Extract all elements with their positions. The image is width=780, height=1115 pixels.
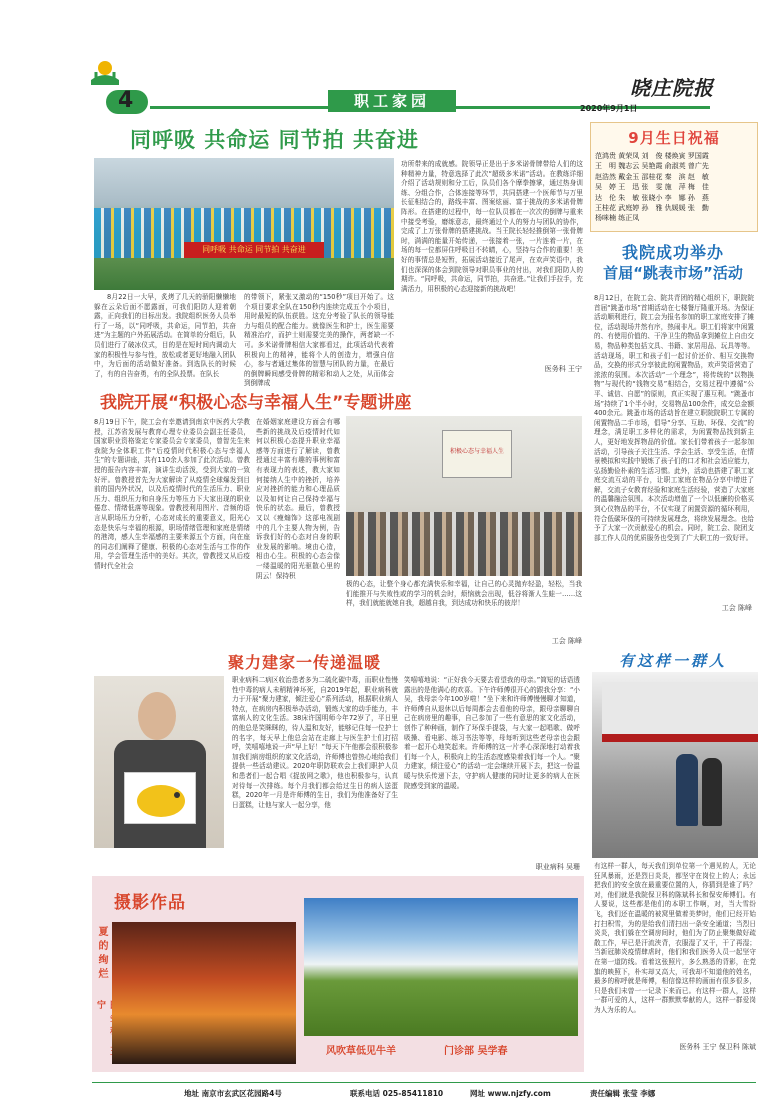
sunset-photo: [112, 922, 296, 1064]
guard-figure: [676, 754, 698, 826]
page-number: 4: [118, 88, 134, 113]
birthday-row: 吴 婷 王 迅 张 雯 施 萍 梅 佳: [595, 183, 709, 192]
article1-text-1: 8月22日一大早，炙烤了几天的骄阳懒懒地躲在云朵后面不愿露面，可我们阳防人迎着朝露，正向我们的目标出发。我院组织医务人员举行了一场，以“同呼吸，共命运，同节拍，共奋进”为主题的户外拓展活动。在简单的分组后，队员们进行了破冰仪式，目的是在短时间内调动大家的积极性与参与性，放松或者更好地融入团队中，为后面的活动做好准备。到选队长的时候了，有的自告奋勇，有的全队投票。在队长: [94, 293, 236, 378]
birthday-row: 范鸿贵 黄荣凤 刘 俊 楼焕寅 罗国霞: [595, 152, 709, 160]
birthday-row: 达 伦 朱 敏 张晓小 李 娜 孙 燕: [595, 193, 709, 202]
article5-byline: 医务科 王宁 保卫科 陈斌: [679, 1043, 756, 1051]
birthday-title: 9月生日祝福: [628, 129, 720, 147]
article1-col3: [401, 160, 583, 356]
birthday-row: 王 明 魏志云 吴艳霞 俞淑英 曾广先: [595, 162, 709, 171]
footer: [92, 1088, 756, 1102]
paper-logo: 晓庄院报: [630, 76, 714, 100]
section-title: 职工家园: [328, 90, 456, 112]
right-photo-caption: 风吹草低见牛羊: [326, 1046, 396, 1057]
patient-photo: [94, 676, 224, 848]
article1-title: 同呼吸 共命运 同节拍 共奋进: [130, 128, 419, 152]
article4-text-1: 职业病科二病区收治患者多为二硫化碳中毒，而职业性慢性中毒的病人未稍精神坏死，自2019年起，职业病科就力于开展“聚力建家，倾注爱心”系列活动，根据职业病人特点，在病房内积极举办活动，锻炼大家的动手能力，丰富病人的文化生活。38床许国明师今年72岁了，平日里的他总是笑眯眯的，待人温和友好，能够记住每一位护士的名字，每天早上他总会站在走廊上与医生护士们打招呼，笑嘻嘻地说一声“早上好！”每天下午他都会很积极参加我们病房组织的家文化活动，许师傅也曾热心地给我们提供一些活动建议。2020年职防联欢会上我们职护人员和患者们一起合唱《捉放网之歌》，他也积极参与，认真对待每一次排练。每个月我们都会给过生日的病人送蛋糕，2020年一月是许师傅的生日，我们为他准备好了生日蛋糕，让他与家人一起分享，他: [232, 676, 398, 809]
craft-artwork: [124, 772, 196, 824]
footer-address: 地址 南京市玄武区花园路4号: [184, 1089, 282, 1098]
article1-text-3: 功所带来的成就感。院领导正是出于多米诺骨牌带给人们的这种精神力量，特意选择了此次“超级多米诺”活动。在教练详细介绍了活动规则和分工后，队员们各个摩拳擦掌，通过热身训练、分组合作，合体连接等环节，共同搭建一个医师节与万里长征相结合的，路线丰富、图案炫丽、富于挑战的多米诺骨牌阵形。在搭建的过程中，每一位队员都在一次次的倒牌与重来中接受考验，磨练意志，最终通过个人的努力与团队的协作，完成了上万张骨牌的搭建挑战。当王院长轻轻推倒第一张骨牌时，满满的能量开始传递，一张接着一张，一片连着一片，在场的每一位都屏住呼吸目不转睛，心，竖持与合作的重要！美好的事情总是短暂，拓展活动接近了尾声，在欢声笑语中，我们也深深的体会到院领导对职员事业的付出，对我们阳防人的期许。“同呼吸，共命运，同节拍，共奋进。”让我们手拉手，充满活力，用积极的心态迎接新的挑战吧！: [401, 160, 583, 293]
article3-byline: 工会 陈峰: [551, 637, 582, 645]
article4-title: 聚力建家一传递温暖: [228, 653, 382, 672]
article3-text-3: 极的心态，让整个身心都充满快乐和幸福，让自己的心灵抛弃轻盈，轻松，当我们能推开与失败性或的学习的机会时，烦恼就会出现，低谷将渐人生蛙一……这样，我们就能就她自我，超越自我，到达成功和快乐的彼岸！: [346, 580, 582, 608]
article3-col2: [256, 418, 340, 632]
group-photo: [94, 158, 394, 290]
lecture-photo: [346, 416, 582, 576]
left-photo-caption: 夏的绚烂: [96, 926, 107, 982]
person-head: [138, 692, 176, 740]
birthday-box: [590, 122, 758, 232]
article5-title: 有这样一群人: [618, 652, 727, 670]
banner-text: 同呼吸 共命运 同节拍 共奋进: [202, 245, 306, 254]
guard-figure: [702, 758, 722, 826]
article3-title: 我院开展“积极心态与幸福人生”专题讲座: [100, 393, 412, 413]
article4-text-2: 笑嘻嘻地说：“正好我今天要去看望我的母亲。”简短的话语透露出的是他满心的欢喜。下午许师傅很开心的跟我分享：“小吴，我母亲今年100岁啦！”坐下来和许师傅慢慢聊才知道，许师傅自从退休以后每周都会去看他的母亲，跟母亲聊聊自己在病房里的趣事，自己参加了一些有意思的家文化活动，创作了种种画，制作了环保手提袋，与大家一起唱歌、做呼吸操、看电影、练习书法等等，母每听到这些老母亲也会跟着一起开心地笑起来。许师傅的这一片孝心深深地打动着我们每一个人，积极向上的生活态度感染着我们每一个人。“聚力建家，倾注爱心”的活动一定会继续开展下去，把这一份温暖与快乐传递下去，守护病人健康的同时让更多的病人在医院感受到家的温暖。: [404, 676, 580, 790]
birthday-list: [595, 151, 755, 224]
article4-byline: 职业病科 吴珊: [535, 863, 580, 871]
issue-date: 2020年9月1日: [580, 104, 638, 113]
article3-col1: [94, 418, 250, 632]
left-photo-author: 宁: [95, 1000, 105, 1013]
footer-rule: [92, 1082, 756, 1083]
footer-website: 网址 www.njzfy.com: [470, 1089, 551, 1098]
article2-title-line1: 我院成功举办: [621, 243, 724, 262]
masthead: [0, 0, 780, 120]
footer-phone: 联系电话 025-85411810: [350, 1089, 444, 1098]
grassland-photo: [304, 898, 578, 1036]
screen-text: 积极心态与幸福人生: [449, 448, 504, 455]
bus: [602, 682, 758, 742]
footer-editors: 责任编辑 张莹 李娜: [590, 1089, 656, 1098]
article4-col2: [404, 676, 580, 856]
article2-text: 8月12日，在院工会、院共青团的精心组织下，职院院首届“跳蚤市场”首期活动在七楼餐厅隆重开场。为保证活动顺利进行，院工会为报名参加的职工家庭安排了摊位，活动现场井然有序，热闹非凡。职工们将家中闲置的、有使用价值的、干净卫生的物品拿到摊位上自由交易，物品种类包括文具、书籍、家居用品、玩具等等。活动现场，职工和孩子们一起讨价还价、相互交换物品，交换的形式分享彼此的闲置物品，欢声笑语营造了浓浓的氛围。本次活动“一个理念”，将传统的“以物换物”与现代的“钱物交易”相结合，交易过程中遵循“公平、诚信、自愿”的原则，真正实现了惠互利。“跳蚤市场”持续了1个半小时，交易物品100余件，成交总金额400余元。跳蚤市场的活动旨在建立职院院职工专属的闲置物品二手市场，倡导“分享、互助、环保、交流”的理念，满足职工多样化的需求，为闲置物品找到新主人，更好地发挥物品的价值。家长们带着孩子一起参加活动，引导孩子关注生活、学会生活、享受生活，在情景模拟和实践中锻炼了孩子们的口才和社会适应能力，弘扬勤俭朴素的生活习惯。此外，活动也搭建了职工家庭交流互动的平台，让职工家庭在物品分享中增进了解，交流子女教育经验和家庭生活经验，营造了大家庭的温馨融洽氛围。本次活动增值了一个以低廉的价格买到心仪物品的平台，不仅实现了闲置资源的循环利用，符合低碳环保的可持续发展理念，将续发展理念。也给予了大家一次贡献爱心的机会。同时，院工会、院团支部工作人员的优质服务也受到了广大职工的一致好评。: [594, 294, 754, 542]
article1-col1: [94, 293, 236, 379]
article1-text-2: 的带领下，紧张又激动的“150秒”项目开始了。这个项目要求全队在150秒内连续完成五个小项目，用时最短的队伍获胜。这充分考验了队长的领导能力与组员的配合能力。就像医生和护士，医生需要精准治疗，而护士则需要完美的操作，两者缺一不可。多米诺骨牌相信大家都看过，此项活动代表着积极向上的精神，能将个人的创造力，增强自信心，参与者通过集体的智慧与团队的力量，在最后的倒牌瞬间感受骨牌的精彩和动人之处，从而体会到倒牌成: [244, 293, 394, 388]
article5-text: 有这样一群人，每天我们到单位第一个遇见的人，无论狂风暴雨，还是烈日炎炎，都坚守在岗位上的人；永远把我们的安全放在最重要位置的人，你猜到是谁了吗？对，他们就是我院保卫科的陈斌科长和保安师傅们。有人要说，这些都是他们的本职工作啊，对，当大雪纷飞，我们还在温暖的被窝里做着美梦时，他们已经开始打扫积雪，为的是给我们清扫出一条安全通道；当烈日炎炎，我们躲在空调房间时，他们为了防止聚集做好疏散工作，早已是汗流浃背，衣服湿了又干，干了再湿；当新冠肺炎疫情肆虐时，他们和我们医务人员一起坚守在第一道防线。看着这张照片，多么熟悉的背影，在党旗的映照下，朴实却又高大，可我却不知道他的姓名，最多的称呼就是师傅，相信像这样的画面有很多很多，只是我们未曾一一记录下来而已。有这样一群人，这样一群可爱的人，这样一群默默奉献的人，这样一群爱岗为人为乐的人。: [594, 862, 756, 1014]
article1-col2: [244, 293, 394, 388]
article3-text-1: 8月19日下午，院工会有幸邀请到南京中医药大学教授，江苏省发展与教育心理专业委员会副主任委员，国家职业资格鉴定专家委员会专家委员，曾智先生来我院为全体职工作“后疫情时代积极心态与幸福人生”的专题讲座，共有110余人参加了此次活动。曾教授的报告内容丰富，演讲生动活泼，受到大家的一致好评。曾教授首先为大家解读了从疫情全球爆发到目前的国内外状况，以及后疫情时代的生活压力、职业压力、组织压力和自身压力等压力下大家出现的职业倦怠、情绪低落等现象。曾教授利用图片、音频的语言从职场压力分析，心态对成长的重要意义，阳光心态是快乐与幸福的根源，职场情绪管理和家庭是情绪的港湾，感人生幸福感的主要来源五个方面，向在座的同志们阐释了健康、积极的心态对生活与工作的作用，学会管理生活中的美好。其次，曾教授又从后疫情时代全社会: [94, 418, 250, 570]
article2-byline: 工会 陈峰: [721, 604, 752, 612]
right-photo-author: 门诊部 吴学春: [444, 1046, 508, 1057]
article2-title-line2: 首届“跳表市场”活动: [603, 264, 743, 282]
birthday-row: 王桂花 武庭婷 孙 雅 仇媛媛 张 勤: [595, 204, 709, 213]
audience: [346, 512, 582, 576]
photo-section: [92, 876, 584, 1072]
birthday-row: 赵浩然 戴金玉 邵桂花 秦 滨 赵 敏: [595, 172, 709, 181]
logo-icon: [88, 58, 122, 88]
article3-text-2: 在婚姻家庭建设方面会有哪些新的挑战及后疫情时代如何以积极心态提升职业幸福感等方面进行了解读，曾教授通过丰富有趣的事例和富有表现力的表述，教大家如何接纳人生中的挫折，培养应对挫折的能力和心理品质以及如何让自己保持幸福与快乐的状态。最后，曾教授又以《瘦煽饰》这部电视剧中的几个主要人物为例，告诉我们好的心态对自身的职业发展的影响。境由心造，相由心生。积极的心态会像一缕温暖的阳光驱散心里的阴云！保持积: [256, 418, 340, 580]
article3-col3: [346, 580, 582, 626]
article5-body: [594, 862, 756, 1038]
article2-body: [594, 294, 754, 598]
article4-col1: [232, 676, 398, 856]
security-guard-photo: [592, 672, 758, 858]
birthday-row: 杨咪楠 练正凤: [595, 214, 640, 223]
photo-section-title: 摄影作品: [114, 893, 186, 913]
article1-byline: 医务科 王宁: [544, 365, 582, 373]
